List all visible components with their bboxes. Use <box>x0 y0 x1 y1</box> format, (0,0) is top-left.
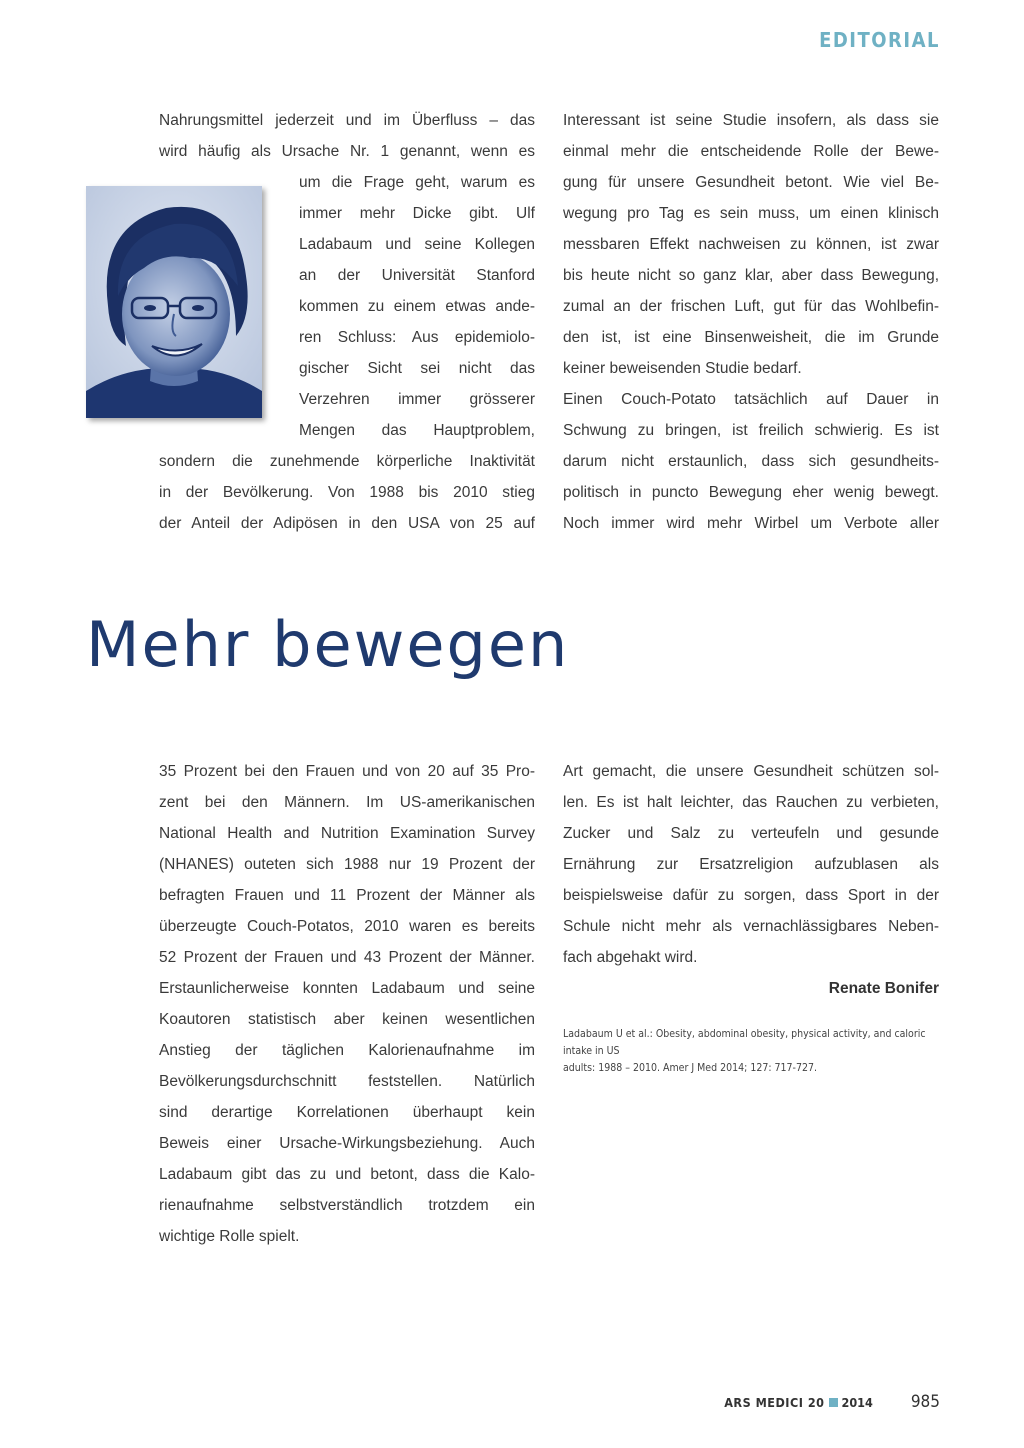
headline: Mehr bewegen <box>86 608 570 681</box>
text-line: Nahrungsmittel jederzeit und im Überfluss – das <box>159 112 535 129</box>
text-line: ren Schluss: Aus epidemiolo- <box>299 329 535 346</box>
text-line: darum nicht erstaunlich, dass sich gesundheits- <box>563 453 939 470</box>
text-column-4 <box>563 756 939 1077</box>
text-line: sind derartige Korrelationen überhaupt kein <box>159 1104 535 1121</box>
text-line: um die Frage geht, warum es <box>299 174 535 191</box>
text-line: sondern die zunehmende körperliche Inaktivität <box>159 453 535 470</box>
author-name: Renate Bonifer <box>828 980 939 997</box>
text-line: Beweis einer Ursache-Wirkungsbeziehung. Auch <box>159 1135 535 1152</box>
text-line: Noch immer wird mehr Wirbel um Verbote aller <box>563 515 939 532</box>
text-line: Art gemacht, die unsere Gesundheit schützen sol- <box>563 763 939 780</box>
text-line: Ladabaum und seine Kollegen <box>299 236 535 253</box>
text-line: gischer Sicht sei nicht das <box>299 360 535 377</box>
text-line: Bevölkerungsdurchschnitt feststellen. Natürlich <box>159 1073 535 1090</box>
separator-square-icon <box>829 1398 838 1407</box>
text-line: 52 Prozent der Frauen und 43 Prozent der Männer. <box>159 949 535 966</box>
reference-citation <box>563 1026 939 1077</box>
text-line: der Anteil der Adipösen in den USA von 25 auf <box>159 515 535 532</box>
text-line: keiner beweisenden Studie bedarf. <box>563 360 802 377</box>
page-number: 985 <box>910 1392 940 1412</box>
text-line: Ladabaum gibt das zu und betont, dass die Kalo- <box>159 1166 535 1183</box>
text-line: Anstieg der täglichen Kalorienaufnahme im <box>159 1042 535 1059</box>
text-line: len. Es ist halt leichter, das Rauchen zu verbieten, <box>563 794 939 811</box>
reference-line: Ladabaum U et al.: Obesity, abdominal obesity, physical activity, and caloric intake in US <box>563 1028 926 1057</box>
text-line: gung für unsere Gesundheit betont. Wie viel Be- <box>563 174 939 191</box>
text-line: politisch in puncto Bewegung eher wenig bewegt. <box>563 484 939 501</box>
text-line: zent bei den Männern. Im US-amerikanischen <box>159 794 535 811</box>
author-photo <box>86 186 262 418</box>
text-line: wird häufig als Ursache Nr. 1 genannt, wenn es <box>159 143 535 160</box>
text-line: an der Universität Stanford <box>299 267 535 284</box>
text-line: Koautoren statistisch aber keinen wesentlichen <box>159 1011 535 1028</box>
text-line: fach abgehakt wird. <box>563 949 698 966</box>
issue-year: 2014 <box>841 1394 873 1410</box>
text-line: zumal an der frischen Luft, gut für das Wohlbefin- <box>563 298 939 315</box>
text-line: messbaren Effekt nachweisen zu können, ist zwar <box>563 236 939 253</box>
author-portrait-image <box>86 186 262 418</box>
text-line: Erstaunlicherweise konnten Ladabaum und seine <box>159 980 535 997</box>
text-line: überzeugte Couch-Potatos, 2010 waren es bereits <box>159 918 535 935</box>
text-line: wichtige Rolle spielt. <box>159 1228 300 1245</box>
text-line: Mengen das Hauptproblem, <box>299 422 535 439</box>
text-line: kommen zu einem etwas ande- <box>299 298 535 315</box>
reference-line: adults: 1988 – 2010. Amer J Med 2014; 127: 717-727. <box>563 1062 817 1074</box>
text-line: beispielsweise dafür zu sorgen, dass Sport in der <box>563 887 939 904</box>
text-line: Einen Couch-Potato tatsächlich auf Dauer in <box>563 391 939 408</box>
text-line: (NHANES) outeten sich 1988 nur 19 Prozent der <box>159 856 535 873</box>
text-line: rienaufnahme selbstverständlich trotzdem ein <box>159 1197 535 1214</box>
text-line: 35 Prozent bei den Frauen und von 20 auf 35 Pro- <box>159 763 535 780</box>
text-line: Verzehren immer grösserer <box>299 391 535 408</box>
magazine-issue: ARS MEDICI 20 <box>724 1394 825 1410</box>
page-footer <box>724 1392 940 1412</box>
text-line: bis heute nicht so ganz klar, aber dass Bewegung, <box>563 267 939 284</box>
text-line: immer mehr Dicke gibt. Ulf <box>299 205 535 222</box>
section-label: EDITORIAL <box>819 28 940 52</box>
text-column-2 <box>563 105 939 539</box>
text-line: einmal mehr die entscheidende Rolle der Bewe- <box>563 143 939 160</box>
text-line: National Health and Nutrition Examination Survey <box>159 825 535 842</box>
text-line: Ernährung zur Ersatzreligion aufzublasen als <box>563 856 939 873</box>
text-line: den ist, ist eine Binsenweisheit, die im Grunde <box>563 329 939 346</box>
text-line: Schwung zu bringen, ist freilich schwierig. Es ist <box>563 422 939 439</box>
text-line: Schule nicht mehr als vernachlässigbares Neben- <box>563 918 939 935</box>
text-line: wegung pro Tag es sein muss, um einen klinisch <box>563 205 939 222</box>
text-line: in der Bevölkerung. Von 1988 bis 2010 stieg <box>159 484 535 501</box>
text-line: Interessant ist seine Studie insofern, als dass sie <box>563 112 939 129</box>
text-column-3 <box>159 756 535 1252</box>
text-line: befragten Frauen und 11 Prozent der Männer als <box>159 887 535 904</box>
text-line: Zucker und Salz zu verteufeln und gesunde <box>563 825 939 842</box>
